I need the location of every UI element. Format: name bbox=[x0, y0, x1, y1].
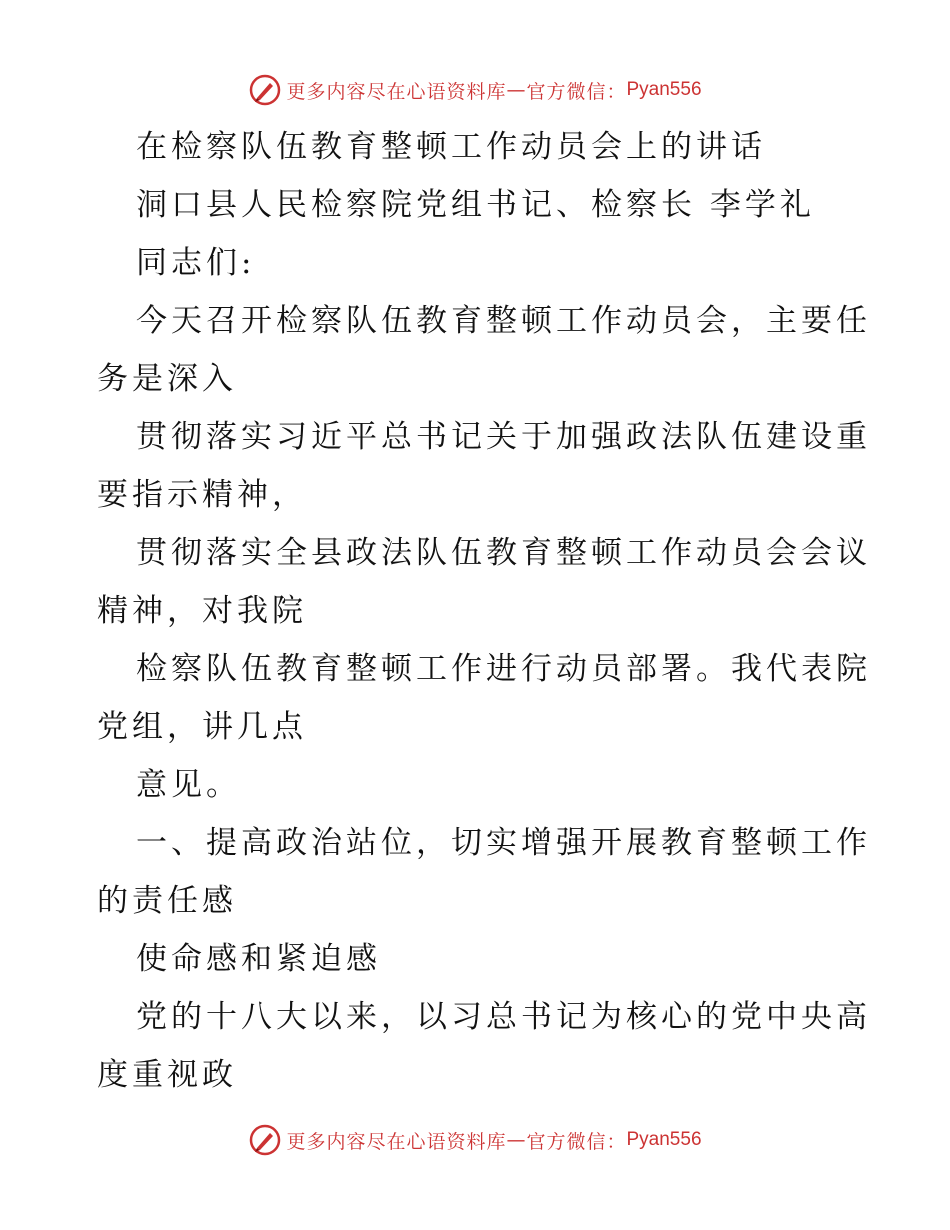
watermark-text: 更多内容尽在心语资料库 bbox=[286, 1130, 507, 1153]
text-line: 今天召开检察队伍教育整顿工作动员会，主要任 bbox=[136, 303, 871, 339]
text-line: 度重视政 bbox=[97, 1057, 237, 1093]
watermark-separator: — bbox=[506, 1129, 527, 1151]
watermark-wechat-label: 官方微信： bbox=[526, 1130, 627, 1153]
footer-watermark bbox=[0, 1120, 950, 1160]
salutation: 同志们: bbox=[136, 245, 256, 281]
watermark-text: 更多内容尽在心语资料库 bbox=[286, 80, 507, 103]
text-line: 贯彻落实全县政法队伍教育整顿工作动员会会议 bbox=[136, 535, 871, 571]
watermark-separator: — bbox=[506, 79, 527, 101]
section-heading-cont: 使命感和紧迫感 bbox=[136, 941, 381, 977]
watermark-wechat-label: 官方微信： bbox=[526, 80, 627, 103]
section-heading-cont: 的责任感 bbox=[97, 883, 237, 919]
text-line: 党的十八大以来，以习总书记为核心的党中央高 bbox=[136, 999, 871, 1035]
text-line: 意见。 bbox=[136, 767, 241, 803]
section-heading: 一、提高政治站位，切实增强开展教育整顿工作 bbox=[136, 825, 871, 861]
pen-logo-icon bbox=[248, 1123, 282, 1157]
text-line: 检察队伍教育整顿工作进行动员部署。我代表院 bbox=[136, 651, 871, 687]
text-line: 务是深入 bbox=[97, 361, 237, 397]
speech-title: 在检察队伍教育整顿工作动员会上的讲话 bbox=[136, 129, 766, 165]
text-line: 党组，讲几点 bbox=[97, 709, 307, 745]
watermark-wechat-id: Pyan556 bbox=[626, 79, 702, 100]
header-watermark bbox=[0, 70, 950, 110]
text-line: 贯彻落实习近平总书记关于加强政法队伍建设重 bbox=[136, 419, 871, 455]
text-line: 精神，对我院 bbox=[97, 593, 307, 629]
text-line: 要指示精神， bbox=[97, 477, 307, 513]
pen-logo-icon bbox=[248, 73, 282, 107]
watermark-wechat-id: Pyan556 bbox=[626, 1129, 702, 1150]
speaker-line: 洞口县人民检察院党组书记、检察长 李学礼 bbox=[136, 187, 815, 223]
